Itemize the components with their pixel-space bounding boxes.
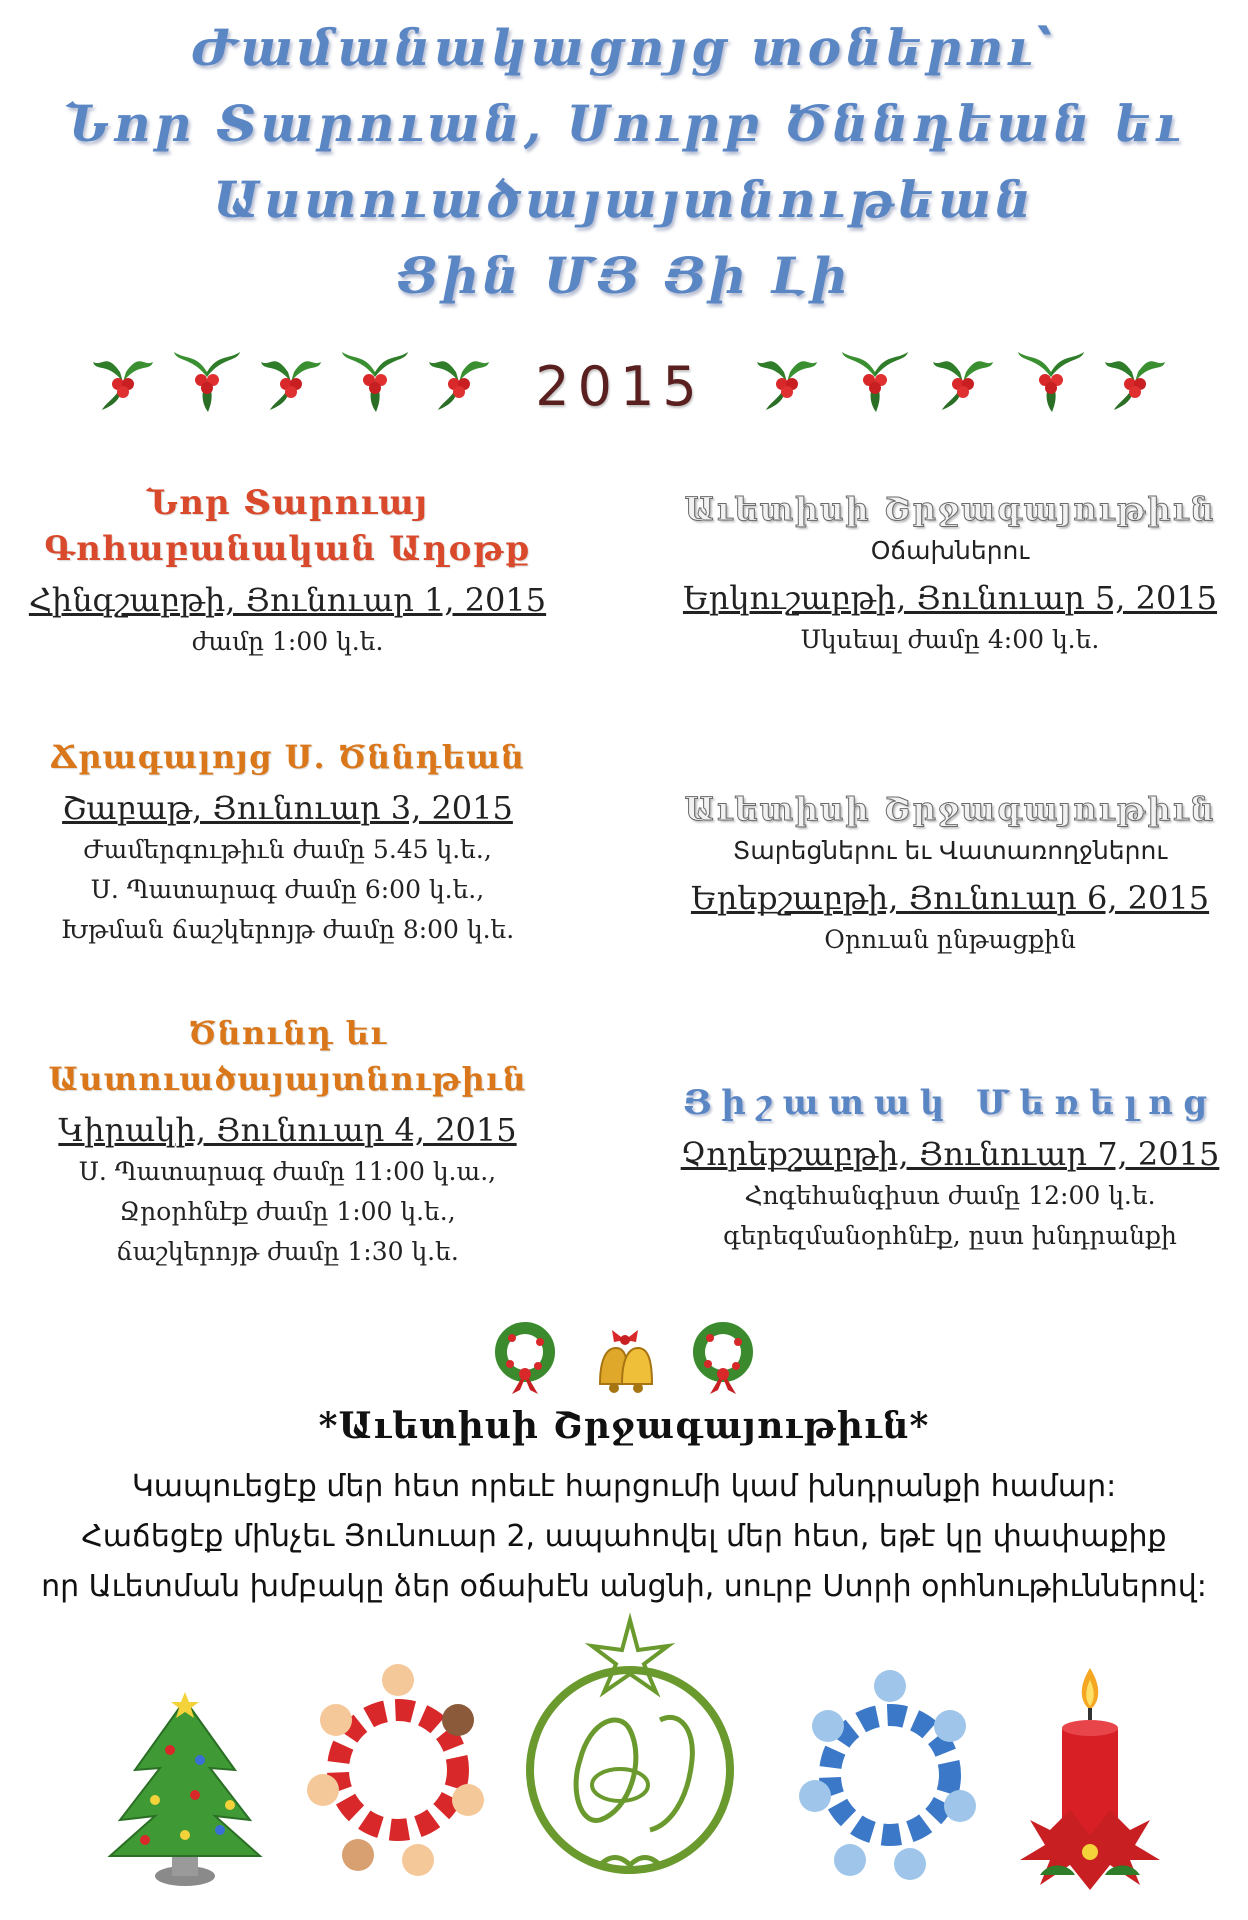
footer-line: որ Աւետման խմբակը ձեր օճախէն անցնի, սուրբ Ստրի օրհնութիւններով: (41, 1569, 1207, 1604)
event-title: Աւետիսի Շրջագայութիւն (684, 490, 1216, 528)
holly-icon (1016, 342, 1086, 412)
left-column (0, 480, 575, 1300)
footer-title: *Աւետիսի Շրջագայութիւն* (318, 1405, 930, 1447)
event-date: Երկուշաբթի, Յունուար 5, 2015 (682, 579, 1218, 617)
footer-line: Կապուեցէք մեր հետ որեւէ հարցումի կամ խնդրանքի համար: (131, 1469, 1117, 1504)
event-time: գերեզմանօրհնէք, ըստ խնդրանքի (723, 1221, 1177, 1250)
event-christmas-day (0, 1010, 575, 1272)
footer-line: Հաճեցէք մինչեւ Յունուար 2, ապահովել մեր հետ, եթէ կը փափաքիք (81, 1519, 1167, 1554)
candle-icon (1010, 1660, 1170, 1900)
event-date: Հինգշաբթի, Յունուար 1, 2015 (28, 581, 547, 619)
event-title: Ծնունդ եւ Աստուածայայտնութիւն (48, 1014, 527, 1098)
wreath-icon (490, 1320, 560, 1396)
children-circle-icon (298, 1640, 498, 1900)
event-date: Երեքշաբթի, Յունուար 6, 2015 (690, 879, 1210, 917)
event-time: Սկսեալ ժամը 4:00 կ.ե. (800, 625, 1100, 654)
event-time: Ս. Պատարագ ժամը 6:00 կ.ե., (90, 875, 485, 904)
event-title: Յիշատակ Մեռելոց (682, 1083, 1218, 1123)
event-time: Ս. Պատարագ ժամը 11:00 կ.ա., (78, 1157, 497, 1186)
event-christmas-eve (0, 734, 575, 950)
holly-icon (840, 342, 910, 412)
wreath-icon (688, 1320, 758, 1396)
event-caroling-homes (680, 486, 1220, 660)
right-column (680, 486, 1220, 1306)
footer-body (0, 1462, 1248, 1612)
event-title: Ճրագալոյց Ս. Ծննդեան (50, 738, 525, 776)
holly-icon (88, 342, 158, 412)
bells-icon (588, 1326, 662, 1396)
header-line-1: Ժամանակացոյց տօներու՝ (191, 18, 1057, 77)
ornament-row (0, 1320, 1248, 1400)
event-time: Օրուան ընթացքին (824, 925, 1076, 954)
event-new-year (0, 480, 575, 662)
header-line-2: Նոր Տարուան, Սուրբ Ծննդեան եւ (63, 94, 1184, 153)
event-subtitle: Տարեցներու եւ Վատառողջներու (732, 836, 1168, 865)
event-time: ժամը 1:00 կ.ե. (191, 627, 384, 656)
year-label: 2015 (535, 355, 705, 418)
holly-icon (752, 342, 822, 412)
header-line-3: Աստուածայայտնութեան (213, 170, 1035, 229)
holly-icon (928, 342, 998, 412)
holly-icon (172, 342, 242, 412)
event-subtitle: Օճախներու (870, 536, 1030, 565)
event-date: Կիրակի, Յունուար 4, 2015 (58, 1111, 517, 1149)
event-time: Հոգեհանգիստ ժամը 12:00 կ.ե. (744, 1181, 1156, 1210)
event-time: Ջրօրհնէք ժամը 1:00 կ.ե., (119, 1197, 456, 1226)
nativity-emblem-icon (520, 1610, 740, 1900)
event-memorial (680, 1080, 1220, 1256)
event-time: Ժամերգութիւն ժամը 5.45 կ.ե., (83, 835, 492, 864)
christmas-tree-icon (100, 1690, 270, 1890)
holly-icon (340, 342, 410, 412)
header-line-4: Ցին ՄՅ Յի Լի (396, 246, 852, 305)
bottom-illustrations (0, 1610, 1248, 1910)
holly-icon (424, 342, 494, 412)
children-circle-icon (790, 1650, 990, 1900)
holly-icon (1100, 342, 1170, 412)
event-date: Շաբաթ, Յունուար 3, 2015 (62, 789, 513, 827)
event-date: Չորեքշաբթի, Յունուար 7, 2015 (680, 1135, 1220, 1173)
event-title: Նոր Տարուայ Գոհաբանական Աղօթք (44, 483, 531, 569)
event-time: ճաշկերոյթ ժամը 1:30 կ.ե. (116, 1237, 459, 1266)
event-title: Աւետիսի Շրջագայութիւն (684, 790, 1216, 828)
header (0, 10, 1248, 314)
holly-icon (256, 342, 326, 412)
event-time: Խթման ճաշկերոյթ ժամը 8:00 կ.ե. (60, 915, 515, 944)
event-caroling-elderly (680, 786, 1220, 960)
